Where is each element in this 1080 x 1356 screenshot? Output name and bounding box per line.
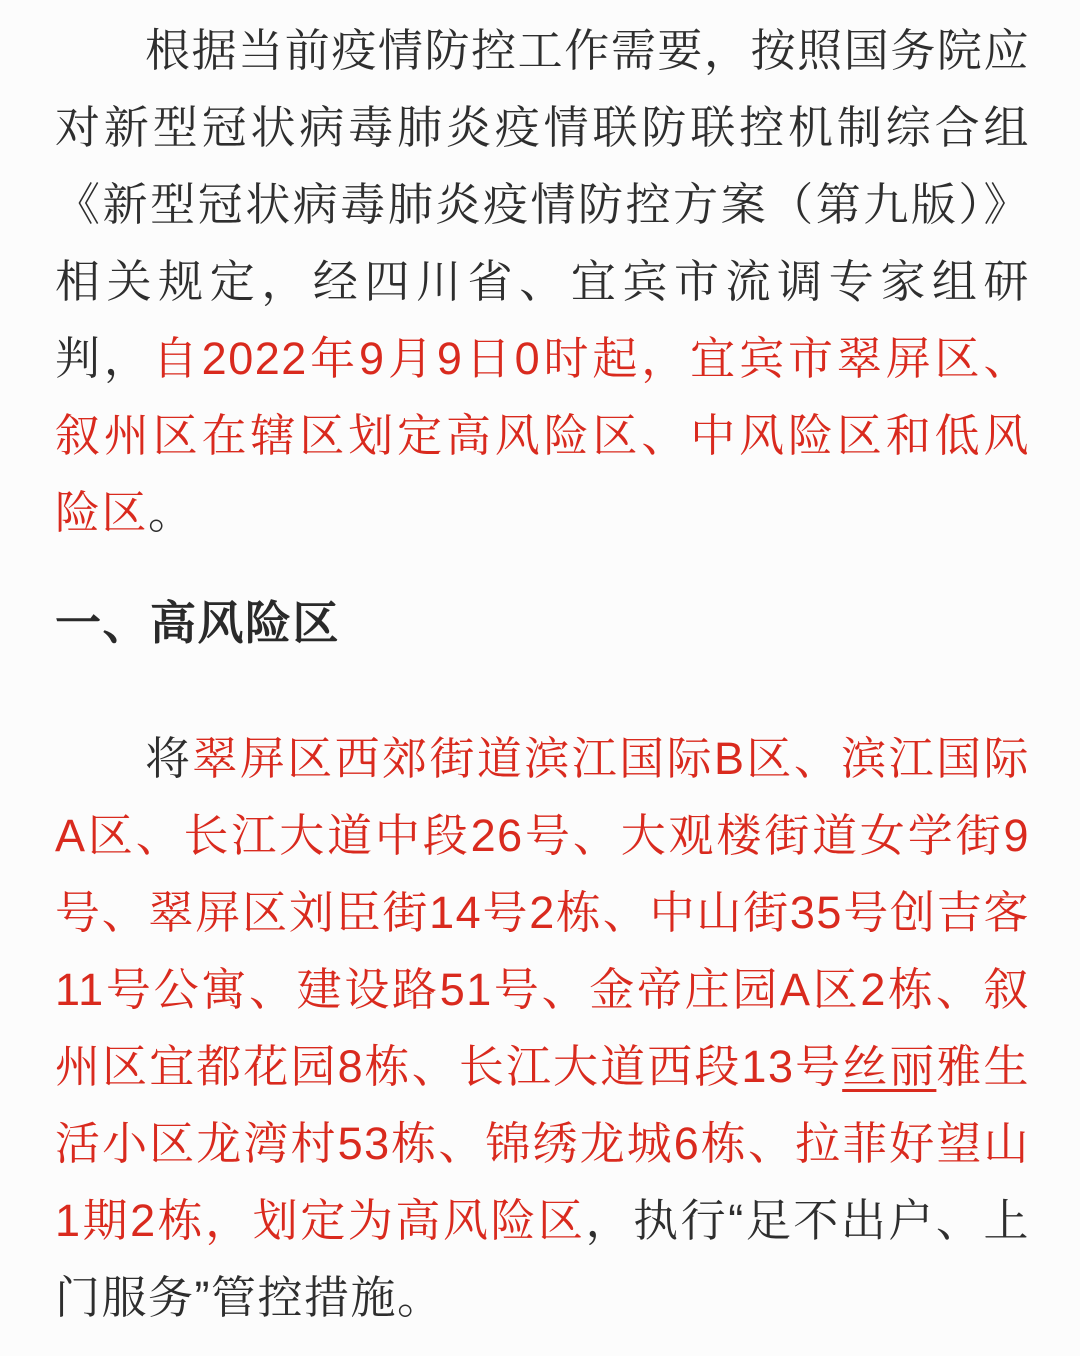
high-risk-red-underlined-segment: 丝丽 <box>842 1041 937 1092</box>
section-heading-high-risk: 一、高风险区 <box>55 597 340 649</box>
high-risk-black-tail: ，执行“足不出户、上门服务”管控措施。 <box>55 1195 1030 1323</box>
high-risk-black-lead: 将 <box>145 733 193 784</box>
high-risk-red-list-part2: 雅生活小区龙湾村53栋、锦绣龙城6栋、拉菲好望山1期2栋，划定为高风险区 <box>55 1041 1030 1246</box>
intro-paragraph <box>55 12 1030 551</box>
intro-red-highlight: 自2022年9月9日0时起，宜宾市翠屏区、叙州区在辖区划定高风险区、中风险区和低风险区 <box>55 333 1030 538</box>
intro-black-lead: 根据当前疫情防控工作需要，按照国务院应对新型冠状病毒肺炎疫情联防联控机制综合组《新型冠状病毒肺炎疫情防控方案（第九版）》相关规定，经四川省、宜宾市流调专家组研判， <box>55 25 1030 384</box>
high-risk-paragraph <box>55 720 1030 1336</box>
high-risk-red-list-part1: 翠屏区西郊街道滨江国际B区、滨江国际A区、长江大道中段26号、大观楼街道女学街9号、翠屏区刘臣街14号2栋、中山街35号创吉客11号公寓、建设路51号、金帝庄园A区2栋、叙州区宜都花园8栋、长江大道西段13号 <box>55 733 1030 1092</box>
intro-black-period: 。 <box>148 487 195 538</box>
